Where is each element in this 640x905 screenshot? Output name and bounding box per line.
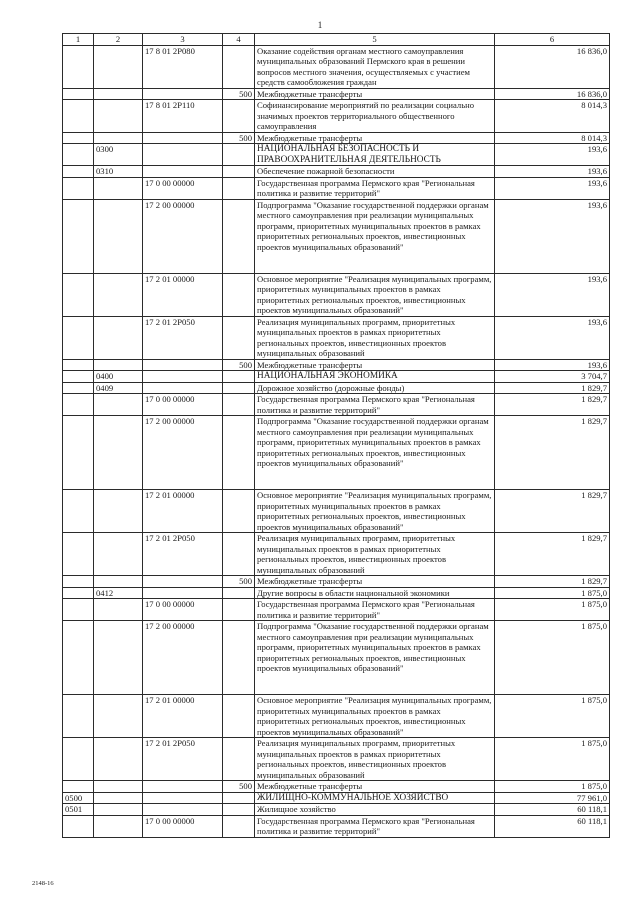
table-row	[63, 587, 610, 599]
cell-subsection-code	[94, 804, 143, 816]
cell-target-code: 17 8 01 2Р110	[143, 100, 223, 133]
cell-section-code	[63, 359, 94, 371]
cell-description: ЖИЛИЩНО-КОММУНАЛЬНОЕ ХОЗЯЙСТВО	[255, 792, 495, 804]
cell-expense-type	[223, 316, 255, 359]
cell-description: Дорожное хозяйство (дорожные фонды)	[255, 382, 495, 394]
cell-expense-type: 500	[223, 132, 255, 144]
cell-section-code	[63, 199, 94, 273]
cell-section-code	[63, 371, 94, 383]
cell-subsection-code	[94, 199, 143, 273]
cell-amount: 1 875,0	[495, 587, 610, 599]
cell-target-code: 17 2 01 2Р050	[143, 316, 223, 359]
cell-expense-type	[223, 144, 255, 166]
column-header: 1	[63, 34, 94, 46]
cell-target-code	[143, 576, 223, 588]
cell-expense-type	[223, 738, 255, 781]
cell-description: Межбюджетные трансферты	[255, 88, 495, 100]
cell-amount: 1 875,0	[495, 781, 610, 793]
table-row	[63, 359, 610, 371]
cell-target-code: 17 0 00 00000	[143, 815, 223, 837]
cell-target-code	[143, 804, 223, 816]
cell-expense-type	[223, 45, 255, 88]
cell-section-code	[63, 316, 94, 359]
cell-subsection-code	[94, 316, 143, 359]
cell-description: Государственная программа Пермского края "Региональная политика и развитие территорий"	[255, 394, 495, 416]
cell-expense-type: 500	[223, 88, 255, 100]
table-row	[63, 199, 610, 273]
document-code: 2148-16	[32, 880, 54, 887]
cell-amount: 16 836,0	[495, 45, 610, 88]
cell-amount: 193,6	[495, 316, 610, 359]
table-row	[63, 416, 610, 490]
table-row	[63, 394, 610, 416]
cell-expense-type	[223, 100, 255, 133]
cell-description: Подпрограмма "Оказание государственной поддержки органам местного самоуправления при реализации муниципальных программ, приоритетных муниципальных проектов в рамках приоритетных региональных проектов, инвестиционных проектов муниципальных образований"	[255, 416, 495, 490]
cell-subsection-code	[94, 88, 143, 100]
cell-amount: 3 704,7	[495, 371, 610, 383]
cell-description: Реализация муниципальных программ, приоритетных муниципальных проектов в рамках приоритетных региональных проектов, инвестиционных проектов муниципальных образований	[255, 738, 495, 781]
cell-section-code	[63, 394, 94, 416]
cell-subsection-code: 0400	[94, 371, 143, 383]
cell-description: Подпрограмма "Оказание государственной поддержки органам местного самоуправления при реализации муниципальных программ, приоритетных муниципальных проектов в рамках приоритетных региональных проектов, инвестиционных проектов муниципальных образований"	[255, 199, 495, 273]
table-row	[63, 382, 610, 394]
cell-amount: 1 875,0	[495, 621, 610, 695]
cell-target-code: 17 2 00 00000	[143, 416, 223, 490]
cell-section-code	[63, 490, 94, 533]
cell-subsection-code	[94, 738, 143, 781]
cell-expense-type	[223, 177, 255, 199]
table-header-row	[63, 34, 610, 46]
cell-description: Другие вопросы в области национальной экономики	[255, 587, 495, 599]
cell-amount: 1 829,7	[495, 490, 610, 533]
column-header: 2	[94, 34, 143, 46]
cell-expense-type	[223, 199, 255, 273]
cell-amount: 193,6	[495, 177, 610, 199]
cell-subsection-code: 0409	[94, 382, 143, 394]
cell-target-code	[143, 382, 223, 394]
cell-section-code	[63, 416, 94, 490]
table-row	[63, 132, 610, 144]
cell-section-code	[63, 273, 94, 316]
table-row	[63, 490, 610, 533]
cell-amount: 77 961,0	[495, 792, 610, 804]
table-row	[63, 316, 610, 359]
cell-amount: 8 014,3	[495, 132, 610, 144]
cell-description: Софинансирование мероприятий по реализации социально значимых проектов территориального общественного самоуправления	[255, 100, 495, 133]
cell-amount: 1 829,7	[495, 576, 610, 588]
cell-target-code	[143, 132, 223, 144]
cell-target-code: 17 2 01 00000	[143, 695, 223, 738]
cell-description: Основное мероприятие "Реализация муниципальных программ, приоритетных муниципальных проектов в рамках приоритетных региональных проектов, инвестиционных проектов муниципальных образований"	[255, 490, 495, 533]
cell-amount: 1 875,0	[495, 738, 610, 781]
cell-subsection-code	[94, 394, 143, 416]
cell-amount: 1 829,7	[495, 533, 610, 576]
cell-expense-type	[223, 587, 255, 599]
cell-expense-type	[223, 533, 255, 576]
table-row	[63, 273, 610, 316]
cell-expense-type	[223, 416, 255, 490]
cell-section-code	[63, 88, 94, 100]
cell-section-code	[63, 738, 94, 781]
cell-target-code: 17 2 00 00000	[143, 621, 223, 695]
cell-amount: 60 118,1	[495, 804, 610, 816]
cell-section-code: 0501	[63, 804, 94, 816]
cell-expense-type: 500	[223, 576, 255, 588]
cell-amount: 8 014,3	[495, 100, 610, 133]
column-header: 3	[143, 34, 223, 46]
cell-description: Оказание содействия органам местного самоуправления муниципальных образований Пермского края в решении вопросов местного значения, осуществляемых с участием средств самообложения граждан	[255, 45, 495, 88]
cell-amount: 193,6	[495, 166, 610, 178]
cell-expense-type	[223, 382, 255, 394]
cell-target-code	[143, 371, 223, 383]
cell-subsection-code	[94, 273, 143, 316]
cell-subsection-code	[94, 490, 143, 533]
cell-target-code: 17 0 00 00000	[143, 177, 223, 199]
cell-description: Реализация муниципальных программ, приоритетных муниципальных проектов в рамках приоритетных региональных проектов, инвестиционных проектов муниципальных образований	[255, 316, 495, 359]
table-row	[63, 599, 610, 621]
cell-expense-type	[223, 792, 255, 804]
cell-expense-type	[223, 804, 255, 816]
cell-subsection-code	[94, 359, 143, 371]
table-row	[63, 738, 610, 781]
cell-subsection-code	[94, 533, 143, 576]
cell-description: Основное мероприятие "Реализация муниципальных программ, приоритетных муниципальных проектов в рамках приоритетных региональных проектов, инвестиционных проектов муниципальных образований"	[255, 695, 495, 738]
cell-description: Государственная программа Пермского края "Региональная политика и развитие территорий"	[255, 599, 495, 621]
cell-subsection-code	[94, 132, 143, 144]
cell-section-code	[63, 382, 94, 394]
cell-amount: 1 829,7	[495, 394, 610, 416]
cell-section-code	[63, 144, 94, 166]
cell-expense-type	[223, 599, 255, 621]
cell-amount: 193,6	[495, 359, 610, 371]
cell-subsection-code	[94, 416, 143, 490]
cell-section-code	[63, 695, 94, 738]
table-row	[63, 177, 610, 199]
cell-description: Подпрограмма "Оказание государственной поддержки органам местного самоуправления при реализации муниципальных программ, приоритетных муниципальных проектов в рамках приоритетных региональных проектов, инвестиционных проектов муниципальных образований"	[255, 621, 495, 695]
cell-description: НАЦИОНАЛЬНАЯ ЭКОНОМИКА	[255, 371, 495, 383]
cell-subsection-code	[94, 621, 143, 695]
cell-section-code	[63, 533, 94, 576]
table-row	[63, 144, 610, 166]
budget-table	[62, 33, 610, 838]
cell-description: Жилищное хозяйство	[255, 804, 495, 816]
column-header: 6	[495, 34, 610, 46]
cell-amount: 1 875,0	[495, 599, 610, 621]
cell-section-code	[63, 621, 94, 695]
cell-description: Реализация муниципальных программ, приоритетных муниципальных проектов в рамках приоритетных региональных проектов, инвестиционных проектов муниципальных образований	[255, 533, 495, 576]
cell-target-code: 17 2 01 2Р050	[143, 533, 223, 576]
cell-expense-type	[223, 621, 255, 695]
cell-description: Межбюджетные трансферты	[255, 576, 495, 588]
cell-subsection-code	[94, 792, 143, 804]
cell-subsection-code	[94, 45, 143, 88]
cell-expense-type	[223, 394, 255, 416]
cell-section-code	[63, 132, 94, 144]
cell-description: Обеспечение пожарной безопасности	[255, 166, 495, 178]
cell-target-code: 17 2 00 00000	[143, 199, 223, 273]
cell-section-code	[63, 45, 94, 88]
cell-amount: 60 118,1	[495, 815, 610, 837]
cell-description: Основное мероприятие "Реализация муниципальных программ, приоритетных муниципальных проектов в рамках приоритетных региональных проектов, инвестиционных проектов муниципальных образований"	[255, 273, 495, 316]
column-header: 4	[223, 34, 255, 46]
cell-description: Государственная программа Пермского края "Региональная политика и развитие территорий"	[255, 177, 495, 199]
cell-amount: 193,6	[495, 199, 610, 273]
cell-subsection-code: 0310	[94, 166, 143, 178]
table-row	[63, 100, 610, 133]
cell-target-code	[143, 166, 223, 178]
cell-subsection-code: 0300	[94, 144, 143, 166]
table-row	[63, 88, 610, 100]
cell-expense-type: 500	[223, 781, 255, 793]
table-row	[63, 576, 610, 588]
cell-target-code: 17 8 01 2Р080	[143, 45, 223, 88]
cell-section-code	[63, 100, 94, 133]
cell-target-code	[143, 359, 223, 371]
cell-target-code: 17 0 00 00000	[143, 394, 223, 416]
cell-subsection-code: 0412	[94, 587, 143, 599]
column-header: 5	[255, 34, 495, 46]
cell-target-code	[143, 144, 223, 166]
cell-amount: 1 829,7	[495, 382, 610, 394]
cell-target-code	[143, 587, 223, 599]
cell-subsection-code	[94, 599, 143, 621]
table-row	[63, 804, 610, 816]
cell-amount: 1 829,7	[495, 416, 610, 490]
cell-expense-type	[223, 815, 255, 837]
table-row	[63, 695, 610, 738]
table-row	[63, 792, 610, 804]
page-number: 1	[317, 20, 323, 30]
cell-amount: 193,6	[495, 273, 610, 316]
table-row	[63, 781, 610, 793]
cell-subsection-code	[94, 781, 143, 793]
cell-target-code: 17 0 00 00000	[143, 599, 223, 621]
table-row	[63, 533, 610, 576]
cell-section-code	[63, 177, 94, 199]
cell-expense-type	[223, 695, 255, 738]
cell-target-code	[143, 781, 223, 793]
cell-description: Государственная программа Пермского края "Региональная политика и развитие территорий"	[255, 815, 495, 837]
table-row	[63, 815, 610, 837]
cell-section-code	[63, 599, 94, 621]
cell-expense-type	[223, 273, 255, 316]
cell-subsection-code	[94, 576, 143, 588]
table-row	[63, 621, 610, 695]
cell-target-code	[143, 792, 223, 804]
cell-section-code	[63, 166, 94, 178]
cell-section-code	[63, 587, 94, 599]
table-body	[63, 45, 610, 837]
cell-subsection-code	[94, 177, 143, 199]
cell-expense-type: 500	[223, 359, 255, 371]
cell-target-code: 17 2 01 2Р050	[143, 738, 223, 781]
cell-section-code	[63, 576, 94, 588]
cell-description: Межбюджетные трансферты	[255, 781, 495, 793]
table-row	[63, 371, 610, 383]
cell-section-code	[63, 815, 94, 837]
cell-target-code: 17 2 01 00000	[143, 273, 223, 316]
cell-expense-type	[223, 371, 255, 383]
table-row	[63, 166, 610, 178]
cell-description: Межбюджетные трансферты	[255, 359, 495, 371]
cell-amount: 1 875,0	[495, 695, 610, 738]
cell-target-code: 17 2 01 00000	[143, 490, 223, 533]
cell-expense-type	[223, 166, 255, 178]
cell-subsection-code	[94, 815, 143, 837]
cell-amount: 16 836,0	[495, 88, 610, 100]
cell-description: Межбюджетные трансферты	[255, 132, 495, 144]
cell-expense-type	[223, 490, 255, 533]
cell-subsection-code	[94, 695, 143, 738]
cell-description: НАЦИОНАЛЬНАЯ БЕЗОПАСНОСТЬ И ПРАВООХРАНИТЕЛЬНАЯ ДЕЯТЕЛЬНОСТЬ	[255, 144, 495, 166]
cell-section-code	[63, 781, 94, 793]
cell-amount: 193,6	[495, 144, 610, 166]
cell-target-code	[143, 88, 223, 100]
cell-section-code: 0500	[63, 792, 94, 804]
table-row	[63, 45, 610, 88]
cell-subsection-code	[94, 100, 143, 133]
